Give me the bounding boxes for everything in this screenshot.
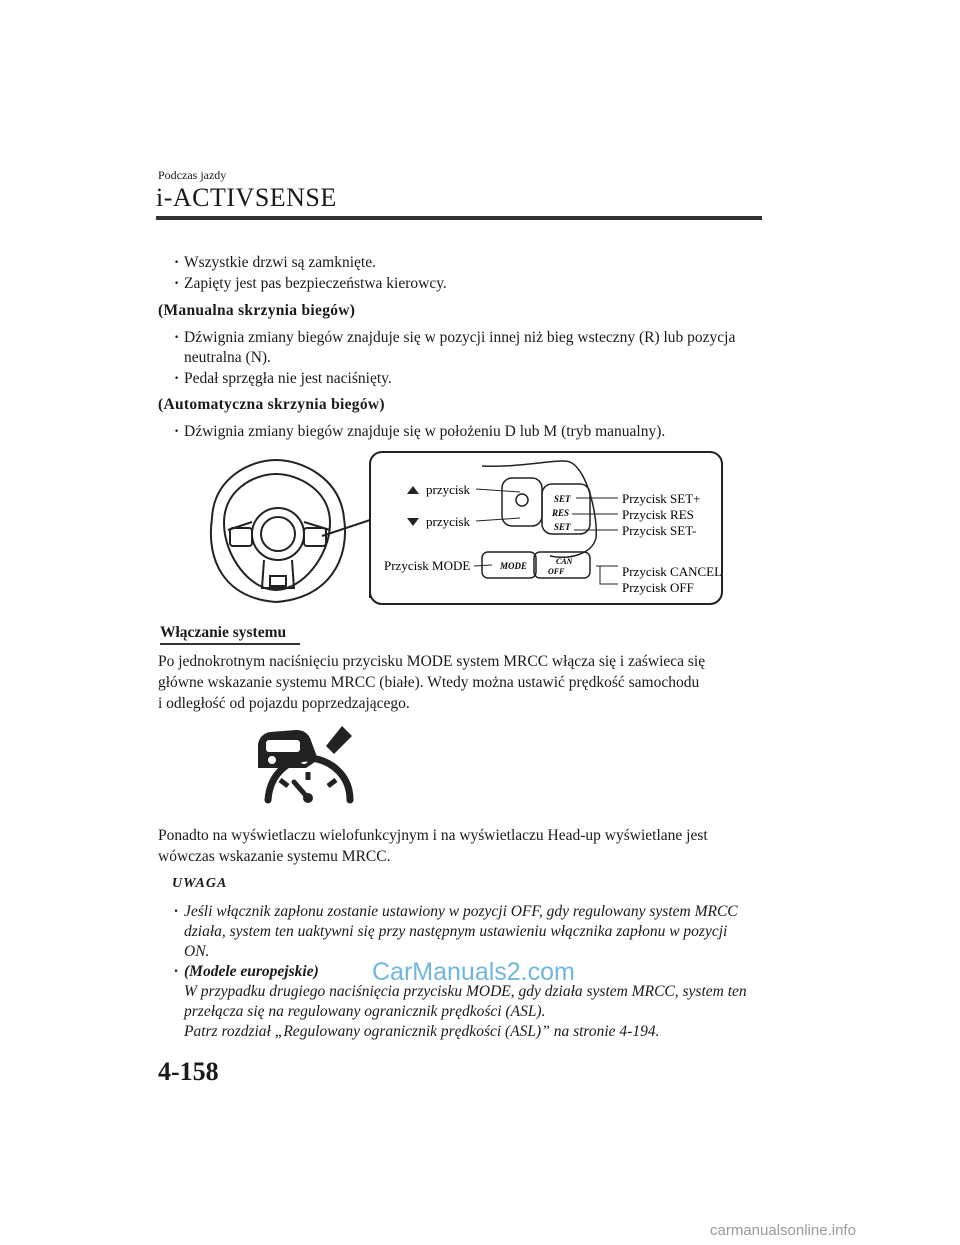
page-title: i-ACTIVSENSE (156, 183, 337, 212)
bullet-doors: · Wszystkie drzwi są zamknięte. (184, 253, 376, 273)
label-off: Przycisk OFF (622, 580, 694, 595)
auto-heading: (Automatyczna skrzynia biegów) (158, 396, 385, 413)
note-title: UWAGA (172, 876, 228, 891)
section-label: Podczas jazdy (158, 168, 227, 182)
steering-wheel-diagram (200, 448, 730, 613)
label-res: Przycisk RES (622, 507, 694, 522)
note-b2-l2: przełącza się na regulowany ogranicznik prędkości (ASL). (184, 1003, 546, 1020)
key-set-minus: SET (554, 522, 571, 532)
note-b1-l2: działa, system ten uaktywni się przy następnym ustawieniu włącznika zapłonu w pozycji (184, 923, 728, 940)
note-b2-l3: Patrz rozdział „Regulowany ogranicznik prędkości (ASL)” na stronie 4-194. (184, 1023, 660, 1040)
key-mode: MODE (500, 561, 528, 571)
watermark: CarManuals2.com (372, 958, 575, 986)
label-set-minus: Przycisk SET- (622, 523, 697, 538)
note-b1-l1: · Jeśli włącznik zapłonu zostanie ustawiony w pozycji OFF, gdy regulowany system MRCC (184, 902, 738, 922)
enable-p1-l2: główne wskazanie systemu MRCC (białe). Wtedy można ustawić prędkość samochodu (158, 674, 700, 691)
page-number: 4-158 (158, 1057, 219, 1086)
bullet-manual-lever: · Dźwignia zmiany biegów znajduje się w pozycji innej niż bieg wsteczny (R) lub pozycja (184, 328, 735, 348)
enable-p2-l2: wówczas wskazanie systemu MRCC. (158, 848, 391, 865)
label-down-button: przycisk (426, 514, 471, 529)
manual-heading: (Manualna skrzynia biegów) (158, 302, 356, 319)
label-set-plus: Przycisk SET+ (622, 491, 701, 506)
title-rule (156, 216, 762, 220)
bullet-seatbelt: · Zapięty jest pas bezpieczeństwa kierowcy. (184, 274, 447, 294)
enable-heading: Włączanie systemu (160, 624, 287, 641)
mrcc-indicator-icon (252, 720, 362, 808)
bullet-auto-lever: · Dźwignia zmiany biegów znajduje się w położeniu D lub M (tryb manualny). (184, 422, 665, 442)
note-b2-heading: · (Modele europejskie) (184, 962, 319, 982)
bullet-clutch: · Pedał sprzęgła nie jest naciśnięty. (184, 369, 392, 389)
key-res: RES (552, 508, 570, 518)
label-mode-button: Przycisk MODE (384, 558, 471, 573)
enable-p1-l1: Po jednokrotnym naciśnięciu przycisku MODE system MRCC włącza się i zaświeca się (158, 653, 706, 670)
key-can: CAN (556, 557, 573, 566)
note-b1-l3: ON. (184, 943, 210, 960)
enable-p2-l1: Ponadto na wyświetlaczu wielofunkcyjnym i na wyświetlaczu Head-up wyświetlane jest (158, 827, 708, 844)
steering-wheel-icon (211, 460, 345, 602)
label-up-button: przycisk (426, 482, 471, 497)
key-set-plus: SET (554, 494, 571, 504)
note-b2-l1: W przypadku drugiego naciśnięcia przycisku MODE, gdy działa system MRCC, system ten (184, 983, 747, 1000)
enable-p1-l3: i odległość od pojazdu poprzedzającego. (158, 695, 410, 712)
key-off: OFF (548, 567, 565, 576)
enable-heading-rule (160, 643, 300, 645)
bullet-manual-lever-cont: neutralna (N). (184, 349, 271, 366)
label-cancel: Przycisk CANCEL (622, 564, 723, 579)
footer-watermark: carmanualsonline.info (710, 1222, 856, 1239)
